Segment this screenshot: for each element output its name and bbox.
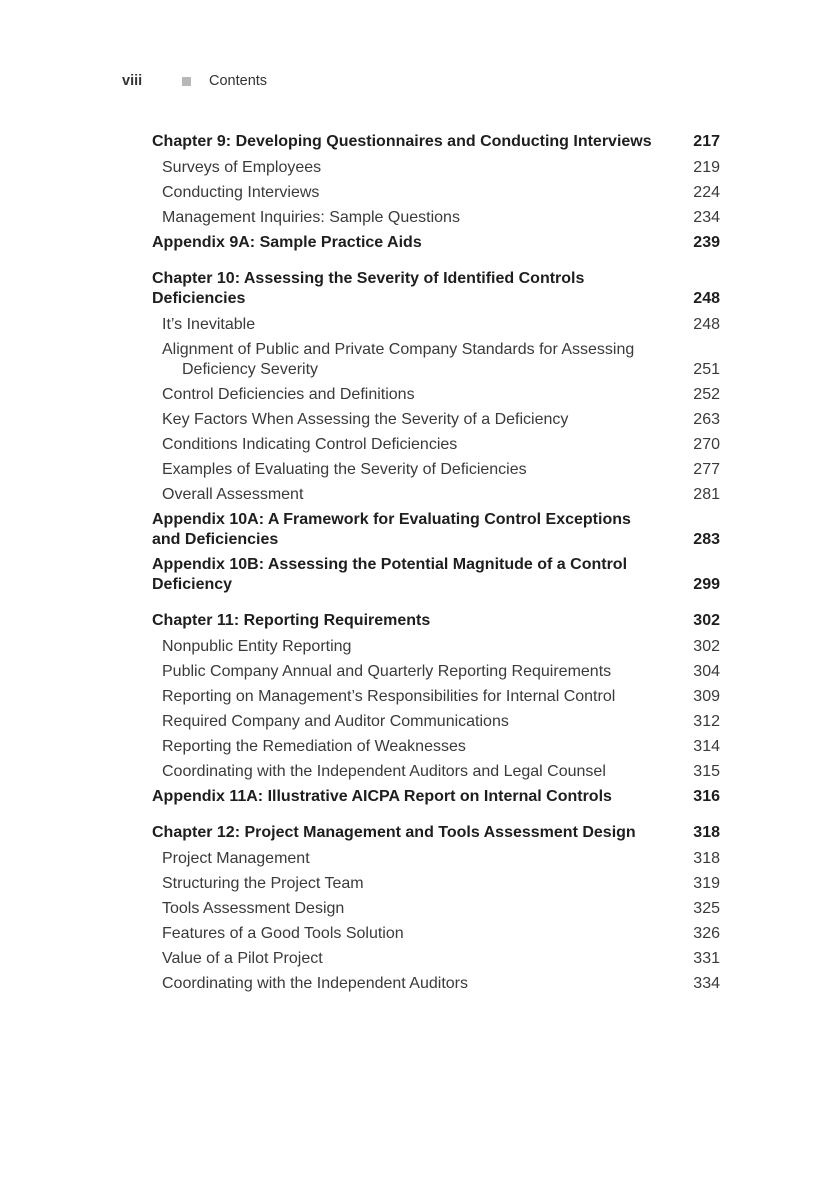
chapter-block [152,269,720,595]
section-page-number: 312 [693,713,720,730]
section-page-number: 234 [693,209,720,226]
section-entry [152,737,720,757]
running-head [122,73,267,89]
section-title: Conducting Interviews [162,184,320,201]
appendix-title: Appendix 10A: A Framework for Evaluating Control Exceptions and Deficiencies [152,511,631,548]
section-entry [152,385,720,405]
appendix-title: Appendix 10B: Assessing the Potential Magnitude of a Control Deficiency [152,556,628,593]
chapter-title: Chapter 10: Assessing the Severity of Identified Controls Deficiencies [152,270,585,307]
section-entry [152,924,720,944]
section-page-number: 325 [693,900,720,917]
section-title: Required Company and Auditor Communications [162,713,509,730]
chapter-page-number: 318 [693,824,720,841]
appendix-page-number: 299 [693,576,720,593]
appendix-page-number: 316 [693,788,720,805]
section-title: Tools Assessment Design [162,900,345,917]
section-entry [152,315,720,335]
section-entry [152,899,720,919]
section-title: Key Factors When Assessing the Severity of a Deficiency [162,411,569,428]
section-entry [152,949,720,969]
section-page-number: 224 [693,184,720,201]
section-title: Coordinating with the Independent Auditors and Legal Counsel [162,763,606,780]
section-page-number: 251 [693,361,720,378]
chapter-title: Chapter 12: Project Management and Tools Assessment Design [152,824,636,841]
section-entry [152,158,720,178]
section-title: Control Deficiencies and Definitions [162,386,415,403]
chapter-entry [152,823,720,843]
section-page-number: 219 [693,159,720,176]
section-page-number: 319 [693,875,720,892]
section-entry [152,974,720,994]
section-page-number: 314 [693,738,720,755]
section-entry [152,208,720,228]
section-page-number: 248 [693,316,720,333]
section-title: Features of a Good Tools Solution [162,925,404,942]
section-title: Value of a Pilot Project [162,950,323,967]
section-entry [152,712,720,732]
appendix-page-number: 283 [693,531,720,548]
section-page-number: 281 [693,486,720,503]
table-of-contents [152,132,720,1010]
section-title: Structuring the Project Team [162,875,364,892]
section-entry [152,183,720,203]
section-page-number: 315 [693,763,720,780]
section-page-number: 302 [693,638,720,655]
section-entry [152,687,720,707]
section-entry [152,460,720,480]
appendix-entry [152,233,720,253]
appendix-title: Appendix 11A: Illustrative AICPA Report on Internal Controls [152,788,612,805]
chapter-entry [152,611,720,631]
appendix-title: Appendix 9A: Sample Practice Aids [152,234,422,251]
running-head-title: Contents [209,73,268,89]
section-title: Overall Assessment [162,486,304,503]
section-entry [152,662,720,682]
section-page-number: 263 [693,411,720,428]
section-entry [152,410,720,430]
section-entry [152,485,720,505]
section-page-number: 318 [693,850,720,867]
appendix-entry [152,787,720,807]
section-page-number: 252 [693,386,720,403]
chapter-block [152,823,720,994]
chapter-title: Chapter 9: Developing Questionnaires and Conducting Interviews [152,133,652,150]
page-number: viii [122,73,143,89]
chapter-block [152,132,720,253]
section-title: Alignment of Public and Private Company Standards for Assessing Deficiency Severity [162,341,635,378]
section-page-number: 270 [693,436,720,453]
section-title: It’s Inevitable [162,316,256,333]
chapter-page-number: 217 [693,133,720,150]
appendix-entry [152,510,720,550]
section-title: Public Company Annual and Quarterly Reporting Requirements [162,663,612,680]
section-title: Coordinating with the Independent Auditors [162,975,468,992]
section-page-number: 277 [693,461,720,478]
section-entry [152,435,720,455]
square-bullet-icon [182,77,191,86]
section-title: Reporting on Management’s Responsibilities for Internal Control [162,688,616,705]
chapter-title: Chapter 11: Reporting Requirements [152,612,431,629]
section-entry [152,637,720,657]
section-title: Examples of Evaluating the Severity of Deficiencies [162,461,527,478]
section-page-number: 309 [693,688,720,705]
section-entry [152,340,720,380]
section-title: Nonpublic Entity Reporting [162,638,352,655]
chapter-entry [152,132,720,152]
section-entry [152,762,720,782]
section-entry [152,874,720,894]
section-page-number: 304 [693,663,720,680]
section-entry [152,849,720,869]
chapter-entry [152,269,720,309]
section-title: Surveys of Employees [162,159,322,176]
section-title: Project Management [162,850,310,867]
section-title: Management Inquiries: Sample Questions [162,209,460,226]
appendix-page-number: 239 [693,234,720,251]
section-title: Conditions Indicating Control Deficiencies [162,436,458,453]
chapter-page-number: 302 [693,612,720,629]
appendix-entry [152,555,720,595]
section-title: Reporting the Remediation of Weaknesses [162,738,466,755]
section-page-number: 331 [693,950,720,967]
chapter-block [152,611,720,807]
section-page-number: 334 [693,975,720,992]
chapter-page-number: 248 [693,290,720,307]
section-page-number: 326 [693,925,720,942]
